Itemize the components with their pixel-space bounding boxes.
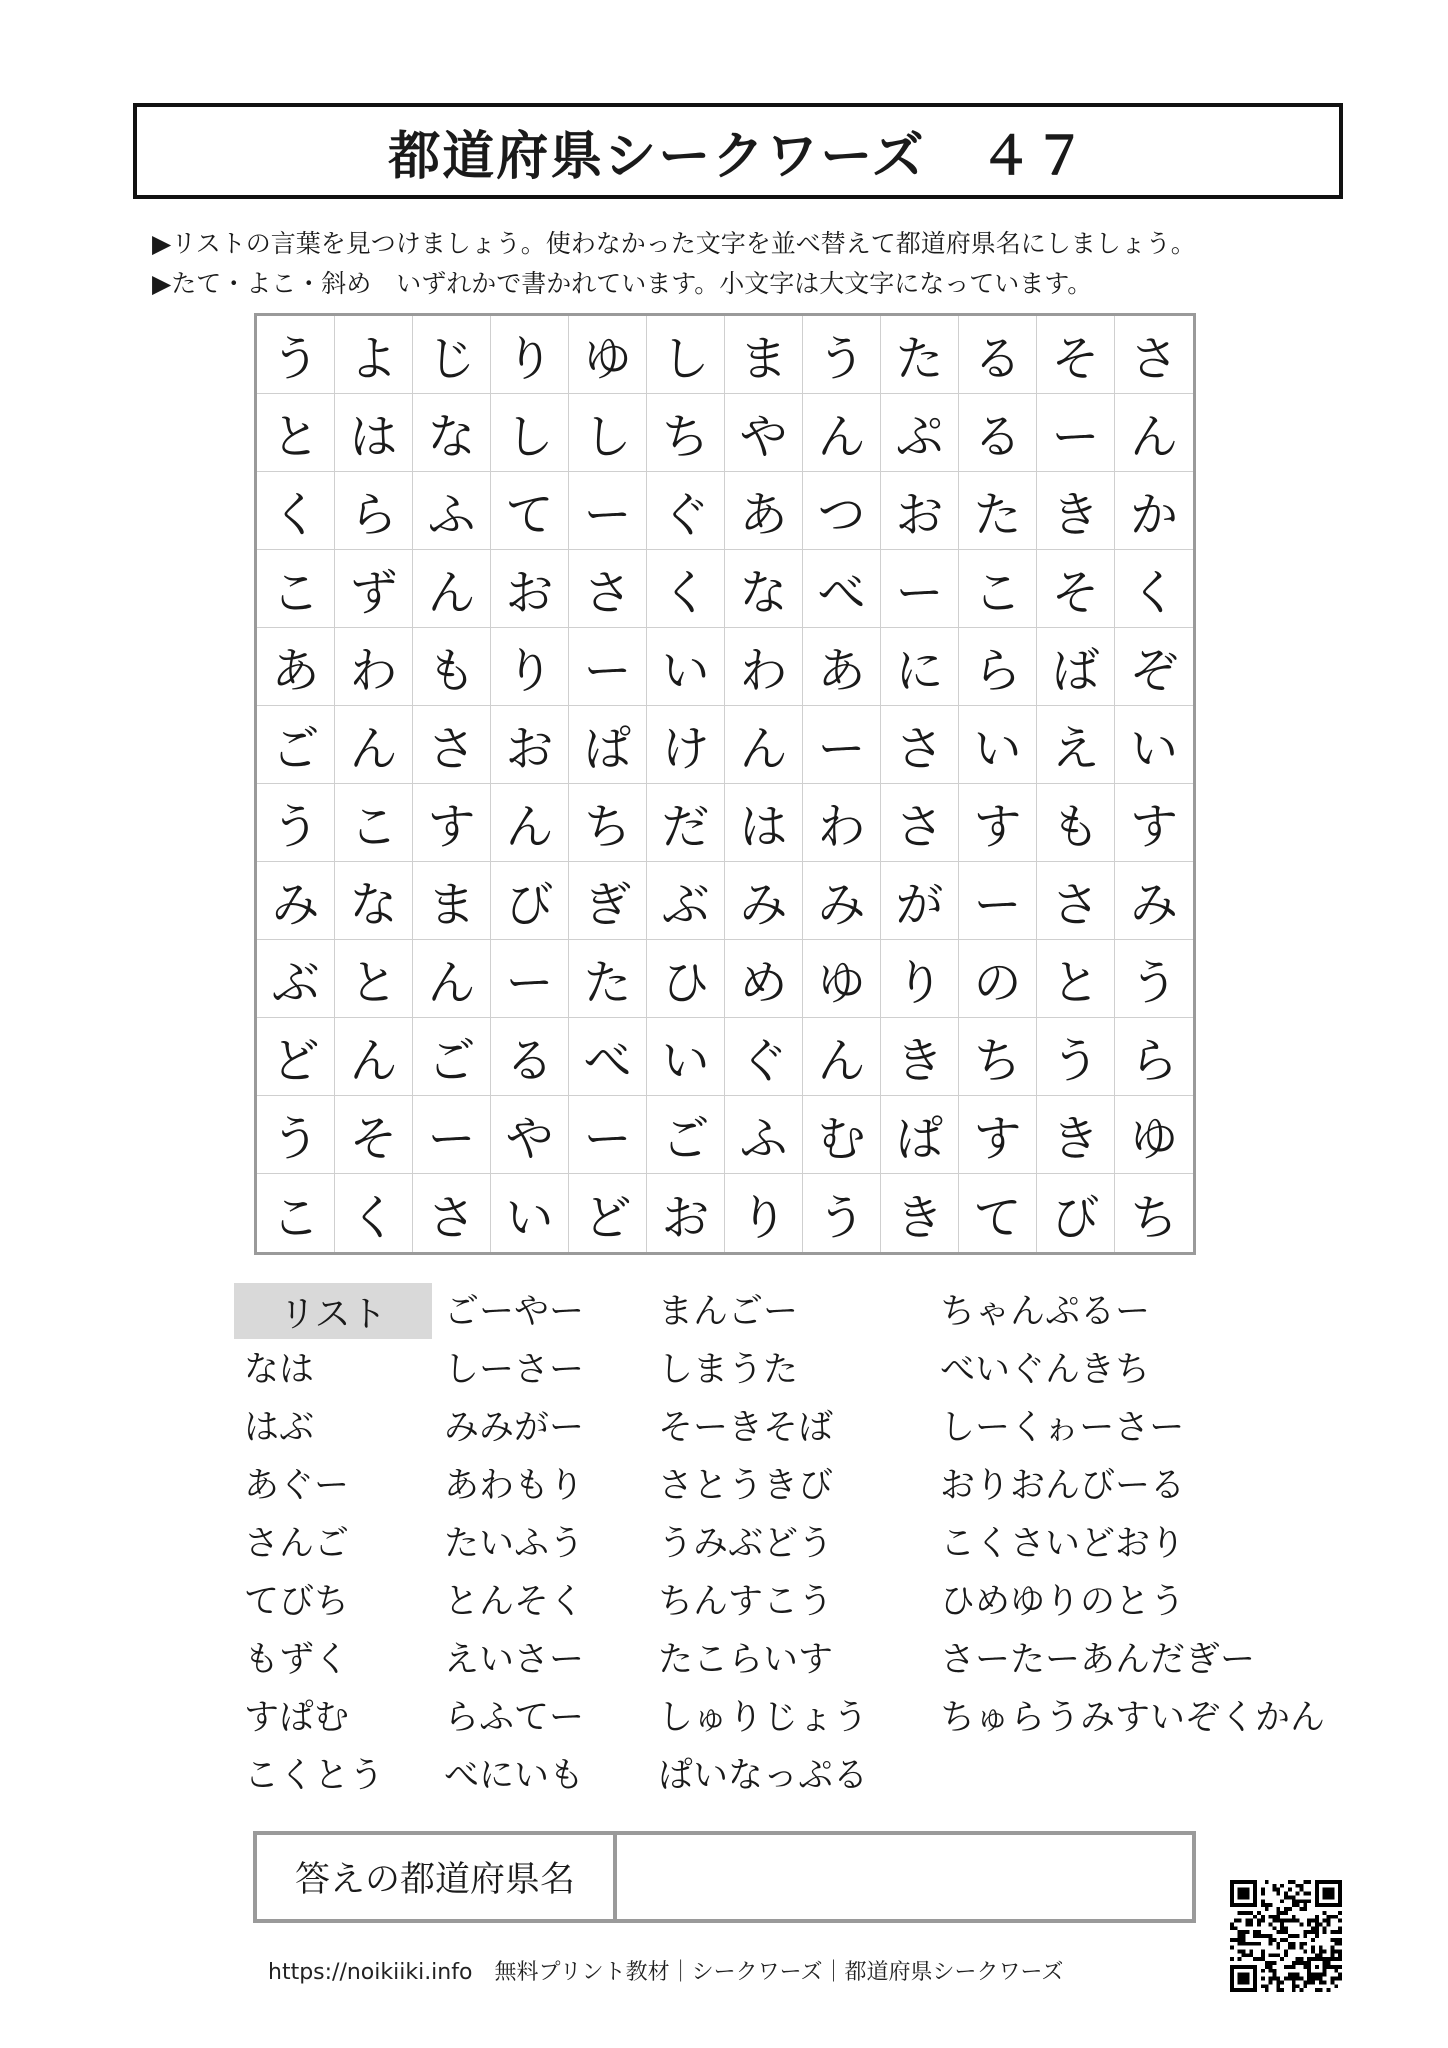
list-item: らふてー <box>444 1698 585 1738</box>
grid-cell: ら <box>1115 1018 1193 1096</box>
grid-cell: た <box>881 316 959 394</box>
grid-cell: ー <box>491 940 569 1018</box>
grid-cell: ひ <box>647 940 725 1018</box>
grid-cell: ぶ <box>257 940 335 1018</box>
grid-cell: そ <box>1037 316 1115 394</box>
grid-cell: ー <box>413 1096 491 1174</box>
grid-cell: い <box>1115 706 1193 784</box>
grid-cell: ん <box>803 394 881 472</box>
grid-cell: み <box>1115 862 1193 940</box>
grid-cell: お <box>647 1174 725 1252</box>
grid-cell: ん <box>1115 394 1193 472</box>
grid-cell: た <box>569 940 647 1018</box>
grid-cell: さ <box>1037 862 1115 940</box>
grid-cell: く <box>257 472 335 550</box>
grid-cell: う <box>257 1096 335 1174</box>
grid-cell: き <box>881 1174 959 1252</box>
grid-cell: く <box>647 550 725 628</box>
grid-cell: ー <box>803 706 881 784</box>
list-item: しーさー <box>444 1350 585 1390</box>
grid-cell: し <box>569 394 647 472</box>
list-item: さーたーあんだぎー <box>940 1640 1256 1680</box>
grid-cell: ぐ <box>647 472 725 550</box>
grid-cell: ふ <box>725 1096 803 1174</box>
grid-cell: わ <box>803 784 881 862</box>
list-item: さとうきび <box>658 1466 834 1506</box>
grid-cell: さ <box>881 706 959 784</box>
list-item: べいぐんきち <box>940 1350 1151 1390</box>
grid-cell: ど <box>257 1018 335 1096</box>
grid-cell: る <box>959 394 1037 472</box>
grid-cell: ゆ <box>1115 1096 1193 1174</box>
grid-cell: ぐ <box>725 1018 803 1096</box>
grid-cell: や <box>725 394 803 472</box>
grid-cell: も <box>413 628 491 706</box>
grid-cell: ち <box>1129 1189 1178 1246</box>
list-item: しまうた <box>658 1350 799 1390</box>
grid-cell: ち <box>647 394 725 472</box>
grid-cell: う <box>257 316 335 394</box>
grid-cell: ー <box>569 628 647 706</box>
grid-cell: う <box>803 1174 881 1252</box>
grid-cell: わ <box>725 628 803 706</box>
list-item: ひめゆりのとう <box>940 1582 1186 1622</box>
grid-cell: あ <box>257 628 335 706</box>
grid-cell: ち <box>959 1018 1037 1096</box>
grid-cell: こ <box>959 550 1037 628</box>
grid-cell: ん <box>803 1018 881 1096</box>
grid-cell: ま <box>413 862 491 940</box>
grid-cell: ぷ <box>881 394 959 472</box>
grid-cell: よ <box>335 316 413 394</box>
list-item: うみぶどう <box>658 1524 834 1564</box>
grid-cell: す <box>959 1096 1037 1174</box>
grid-cell: そ <box>1037 550 1115 628</box>
list-item: あわもり <box>444 1466 585 1506</box>
grid-cell: ぎ <box>569 862 647 940</box>
list-item: べにいも <box>444 1756 585 1796</box>
list-header: リスト <box>234 1283 432 1339</box>
grid-cell: ん <box>335 1018 413 1096</box>
grid-cell: す <box>959 784 1037 862</box>
grid-cell: み <box>803 862 881 940</box>
grid-cell: さ <box>881 784 959 862</box>
grid-cell: び <box>1037 1174 1115 1252</box>
grid-cell: ど <box>569 1174 647 1252</box>
grid-cell: く <box>1115 550 1193 628</box>
grid-cell: り <box>725 1174 803 1252</box>
grid-cell: り <box>881 940 959 1018</box>
grid-cell: あ <box>725 472 803 550</box>
grid-cell: の <box>959 940 1037 1018</box>
grid-cell: ん <box>413 550 491 628</box>
grid-cell: ぱ <box>569 706 647 784</box>
grid-cell: ゆ <box>803 940 881 1018</box>
grid-cell: み <box>725 862 803 940</box>
grid-cell: お <box>881 472 959 550</box>
grid-cell: ふ <box>413 472 491 550</box>
answer-field[interactable] <box>617 1835 1192 1919</box>
grid-cell: ご <box>647 1096 725 1174</box>
grid-cell: お <box>491 706 569 784</box>
grid-cell: は <box>725 784 803 862</box>
grid-cell: お <box>491 550 569 628</box>
grid-cell: り <box>491 316 569 394</box>
list-item: まんごー <box>658 1292 799 1332</box>
list-item: ちゅらうみすいぞくかん <box>940 1698 1326 1738</box>
grid-cell: な <box>413 394 491 472</box>
grid-cell: い <box>491 1174 569 1252</box>
grid-cell: ら <box>335 472 413 550</box>
grid-cell: き <box>1037 1096 1115 1174</box>
grid-cell: に <box>881 628 959 706</box>
list-item: たいふう <box>444 1524 585 1564</box>
grid-cell: す <box>1115 784 1193 862</box>
grid-cell: い <box>647 1018 725 1096</box>
grid-cell: う <box>1037 1018 1115 1096</box>
grid-cell: て <box>491 472 569 550</box>
footer-text: https://noikiiki.info 無料プリント教材｜シークワーズ｜都道府県シークワーズ <box>268 1960 1064 1985</box>
grid-cell: か <box>1115 472 1193 550</box>
grid-cell: ぶ <box>647 862 725 940</box>
word-list-column <box>244 1341 384 1805</box>
grid-cell: う <box>257 784 335 862</box>
grid-cell: き <box>881 1018 959 1096</box>
list-item: てびち <box>244 1582 350 1622</box>
answer-label: 答えの都道府県名 <box>257 1835 617 1919</box>
grid-cell: ん <box>335 706 413 784</box>
qr-code-icon <box>1230 1880 1342 1992</box>
list-item: ぱいなっぷる <box>658 1756 869 1796</box>
list-item: そーきそば <box>658 1408 834 1448</box>
grid-cell: さ <box>413 1174 491 1252</box>
list-item: ちんすこう <box>658 1582 834 1622</box>
grid-cell: ん <box>725 706 803 784</box>
grid-cell: ま <box>725 316 803 394</box>
grid-cell: と <box>335 940 413 1018</box>
grid-cell: た <box>959 472 1037 550</box>
grid-cell: き <box>1037 472 1115 550</box>
grid-cell: こ <box>257 1174 335 1252</box>
grid-cell: な <box>725 550 803 628</box>
grid-cell: ー <box>1037 394 1115 472</box>
grid-cell: い <box>959 706 1037 784</box>
page-title: 都道府県シークワーズ ４７ <box>133 103 1343 199</box>
list-item: なは <box>244 1350 315 1390</box>
grid-cell: ー <box>881 550 959 628</box>
grid-cell: べ <box>803 550 881 628</box>
grid-cell: さ <box>1115 316 1193 394</box>
grid-cell: み <box>257 862 335 940</box>
grid-cell: は <box>335 394 413 472</box>
grid-cell: ん <box>413 940 491 1018</box>
grid-cell: め <box>725 940 803 1018</box>
grid-cell: び <box>491 862 569 940</box>
grid-cell: こ <box>257 550 335 628</box>
list-item: とんそく <box>444 1582 585 1622</box>
word-list-column <box>444 1283 584 1805</box>
word-list-column <box>658 1283 868 1805</box>
grid-cell: や <box>491 1096 569 1174</box>
list-item: ちゃんぷるー <box>940 1292 1151 1332</box>
grid-cell: ご <box>413 1018 491 1096</box>
grid-cell: ち <box>569 784 647 862</box>
grid-cell: ー <box>569 472 647 550</box>
grid-cell: む <box>803 1096 881 1174</box>
list-item: あぐー <box>244 1466 350 1506</box>
grid-cell: ご <box>257 706 335 784</box>
list-item: たこらいす <box>658 1640 834 1680</box>
grid-cell: な <box>335 862 413 940</box>
grid-cell: う <box>803 316 881 394</box>
grid-cell: ぞ <box>1115 628 1193 706</box>
grid-cell: け <box>647 706 725 784</box>
grid-cell: が <box>881 862 959 940</box>
grid-cell: も <box>1037 784 1115 862</box>
grid-cell: と <box>257 394 335 472</box>
grid-cell: ん <box>491 784 569 862</box>
list-item: えいさー <box>444 1640 585 1680</box>
list-item: ごーやー <box>444 1292 585 1332</box>
list-item: しゅりじょう <box>658 1698 869 1738</box>
grid-cell: さ <box>413 706 491 784</box>
grid-cell: し <box>647 316 725 394</box>
grid-cell: ば <box>1037 628 1115 706</box>
grid-cell: る <box>959 316 1037 394</box>
grid-cell: と <box>1037 940 1115 1018</box>
grid-cell: わ <box>335 628 413 706</box>
instruction-line: ▶リストの言葉を見つけましょう。使わなかった文字を並べ替えて都道府県名にしましょう。 <box>152 229 1196 258</box>
grid-cell: こ <box>335 784 413 862</box>
grid-cell: あ <box>803 628 881 706</box>
grid-cell: う <box>1115 940 1193 1018</box>
grid-cell: す <box>413 784 491 862</box>
grid-cell: だ <box>647 784 725 862</box>
grid-cell: く <box>335 1174 413 1252</box>
grid-cell: ー <box>569 1096 647 1174</box>
list-item: こくさいどおり <box>940 1524 1186 1564</box>
grid-cell: そ <box>335 1096 413 1174</box>
grid-cell: べ <box>569 1018 647 1096</box>
list-item: はぶ <box>244 1408 315 1448</box>
grid-cell: ー <box>959 862 1037 940</box>
grid-cell: ぱ <box>881 1096 959 1174</box>
grid-cell: ず <box>335 550 413 628</box>
grid-cell: つ <box>803 472 881 550</box>
grid-cell: ら <box>959 628 1037 706</box>
answer-box <box>253 1831 1196 1923</box>
list-item: こくとう <box>244 1756 385 1796</box>
list-item: おりおんびーる <box>940 1466 1186 1506</box>
word-search-grid <box>254 313 1196 1255</box>
grid-cell: い <box>647 628 725 706</box>
grid-cell: り <box>491 628 569 706</box>
grid-cell: る <box>491 1018 569 1096</box>
grid-cell: て <box>959 1174 1037 1252</box>
list-item: みみがー <box>444 1408 585 1448</box>
word-list-column <box>940 1283 1325 1747</box>
grid-cell: ゆ <box>569 316 647 394</box>
list-item: すぱむ <box>244 1698 350 1738</box>
grid-cell: さ <box>569 550 647 628</box>
list-item: しーくゎーさー <box>940 1408 1185 1448</box>
grid-cell: じ <box>413 316 491 394</box>
grid-cell: え <box>1037 706 1115 784</box>
instruction-line: ▶たて・よこ・斜め いずれかで書かれています。小文字は大文字になっています。 <box>152 269 1093 298</box>
list-item: もずく <box>244 1640 350 1680</box>
grid-cell: し <box>491 394 569 472</box>
list-item: さんご <box>244 1524 350 1564</box>
